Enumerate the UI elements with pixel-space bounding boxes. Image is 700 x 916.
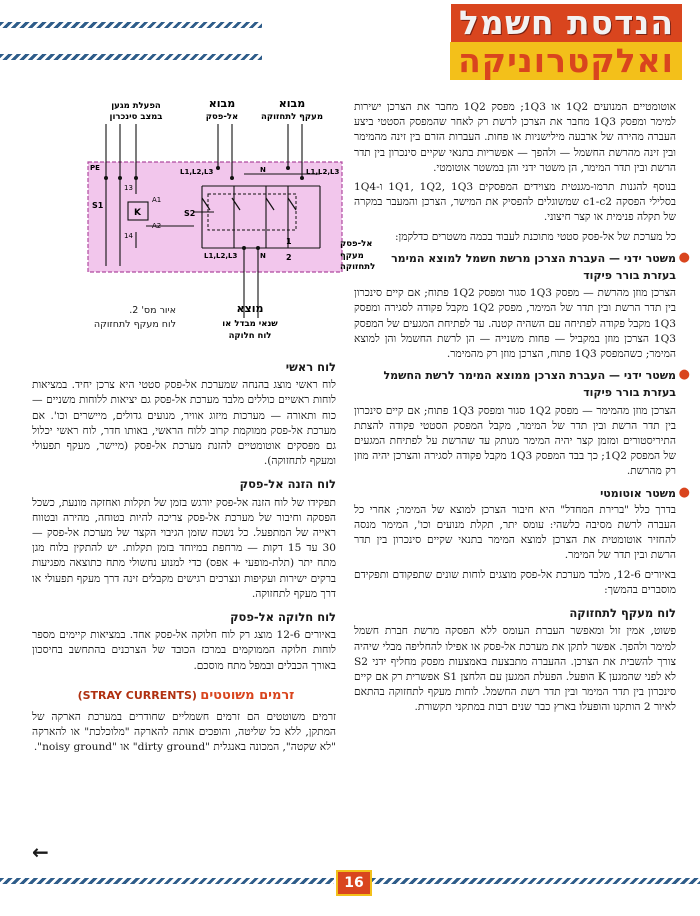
label-bus-2: L1,L2,L3: [306, 168, 340, 176]
label-2: 2: [286, 253, 292, 262]
figure-caption-number: איור מס' 2.: [129, 305, 176, 316]
header-title: [262, 4, 682, 80]
label-a1: A1: [152, 196, 162, 204]
bullet-subheading: בעזרת בורר פיקוד: [583, 386, 676, 400]
bullet-heading: ● משטר אוטומטי: [600, 484, 690, 500]
paragraph: בדרך כלל "ברירת המחדל" היא חיבור הצרכן למוצא של המימר; אחרי כל העברה לרשת מסיבה כלשהי: עומס יתר, תקלת מנועים וכו', המימר מנסה להחזיר אוטומטית את הצרכן למוצא המימר בתנאי שקיים סינכרון בין תדר הרשת ובין תדר של המימר.: [354, 503, 676, 562]
title-line-2: ואלקטרוניקה: [450, 42, 682, 80]
label-bus-1: L1,L2,L3: [180, 168, 214, 176]
label-sync-2: במצב סינכרון: [109, 112, 163, 122]
label-s1: S1: [92, 201, 104, 210]
paragraph: הצרכן מוזן מהמימר — מפסק 1Q2 סגור ומפסק 1Q3 פתוח; אם קיים סינכרון בין תדר הרשת ובין תדר של המימר, מקבל המפסק הסטטי פקודה להצתת התיריסטורים ומזמן קצר יהיה המימר מנותק עד שהרשת על לפתיחת המגעים של המפסק 1Q2; כך בבד המפסק 1Q3 מקבל פקודה לסגירה והצרכן יהיה מוזן רק מהרשת.: [354, 404, 676, 478]
label-13: 13: [124, 184, 133, 192]
label-entry-bypass-2: אל-פסק: [205, 112, 239, 122]
label-entry-bypass-1: מבוא: [208, 97, 236, 110]
label-output-3: לוח חלוקה: [228, 331, 272, 341]
bullet-heading: ● משטר ידני — העברת הצרכן מרשת חשמל למוצא המימר: [391, 249, 690, 265]
paragraph: אוטומטיים המנועים 1Q2 או 1Q3; מפסק 1Q2 מחבר את הצרכן ישירות למימר ומפסק 1Q3 מחבר את הצרכן לרשת רק לאחר שהמפסק הסטטי ביצע העברה מהירה של ארבעה מילישניות או פחות. העברות הזרם בין זינה מהמימר ובין זינה מהרשת החשמל — ולהפך — אפשריות בתנאי שקיים סינכרון בין תדר הרשת ובין תדר המימר, הן משטר ידני והן במשטר אוטומטי.: [354, 101, 677, 174]
label-mode2-1: מעקף: [340, 251, 364, 261]
section-heading: לוח חלוקה אל-פסק: [230, 610, 336, 625]
footer-stripe-left: [0, 878, 334, 884]
paragraph: כל מערכת של אל-פסק סטטי מתוכנת לעבוד בכמה משטרים כדלקמן:: [394, 230, 676, 243]
section-heading: לוח מעקף לתחזוקה: [569, 606, 676, 621]
label-s2: S2: [184, 209, 196, 218]
label-n2: N: [260, 252, 266, 260]
label-mode2-2: לתחזוקה: [340, 262, 376, 272]
label-entry-maint-1: מבוא: [278, 97, 306, 110]
label-k: K: [134, 208, 141, 218]
label-entry-maint-2: מעקף לתחזוקה: [261, 112, 323, 122]
header-stripe-top: [0, 22, 262, 28]
paragraph: הצרכן מוזן מהרשת — מפסק 1Q3 סגור ומפסק 1Q2 פתוח; אם קיים סינכרון בין תדר הרשת ובין תדר של המימר, מפסק 1Q2 מקבל פקודה לסגירה ומפסק 1Q3 מקבל פקודה לפתיחה עם השהיה קטנה. עד לפתיחת המגעים של המפסק 1Q3 הצרכן מוזן במקביל — פחות משנייה — הן לרשת החשמל והן למוצא המימר; כשהמפסק 1Q3 פתוח, הצרכן מוזן רק מהמימר.: [354, 287, 676, 361]
continue-arrow-icon: ←: [32, 840, 49, 864]
paragraph: פשוט, אמין זול ומאפשר העברת העומס ללא הפסקה מרשת חברת חשמל למימר ולהפך. אפשר לתקן את מערכת אל-פסק או אפילו להחליפה מבלי שיהיה צורך להשבית את הצרכן. ההעברה מתבצעת באמצעות מפסק מחליף ידני S2 לא לפני שהמגען K הופעל. הפעלת המגען עם הלחצן S1 אפשרית רק אם קיים סינכרון בין תדר המימר ובין תדר רשת החשמל. לוחות מעקף לתחזוקה בהתאם לאיור 2 הותקנו והופעלו בארץ כבר שנים רבות במתקני תקשורת.: [354, 625, 676, 714]
label-bus-3: L1,L2,L3: [204, 252, 238, 260]
label-output-1: מוצא: [236, 302, 264, 315]
label-output-2: שנאי מבדל או: [222, 319, 278, 329]
bullet-dot-icon: ●: [678, 484, 690, 500]
label-14: 14: [124, 232, 133, 240]
paragraph: בנוסף להגנות תרמו-מגנטית מצוידים המפסקים 1Q1, 1Q2, 1Q3 ו-1Q4 בסלילי הפסקה c1-c2 שמשוגלים להפסיק את המישר, הצרכן והמעבר במקרה של תקלה פנימית או קצר חיצוני.: [354, 181, 676, 224]
label-n1: N: [260, 166, 266, 174]
paragraph: זרמים משוטטים הם זרמים חשמליים שחודרים במערכת הארקה של המתקן, ללא כל שליטה, והופכים אותה להארקה "מלוכלכת" או להארקה "לא שקטה", המכונה באנגלית "dirty ground" או "noisy ground".: [32, 711, 336, 754]
stray-currents-heading: [32, 688, 336, 704]
stray-heading-hebrew: זרמים משוטטים: [200, 687, 295, 703]
left-column: [32, 352, 336, 760]
paragraph: באיורים 12-6, מלבד מערכת אל-פסק מוצגים לוחות שונים שתפקודם ותפקידם מוסברים בהמשך:: [354, 568, 676, 596]
figure-caption: [26, 304, 176, 332]
paragraph: לוח ראשי מוצג בהנחה שמערכת אל-פסק סטטי היא צרכן יחיד. במציאות לוחות ראשיים כוללים מלבד מערכת אל-פסק גם יציאות ללוחות משניים — כוח ותאורה — מערכות מיזוג אוויר, מנועים גדולים, מיישרים וכו'. אם מערכת אל-פסק ממוקמת קרוב ללוח הראשי, באותו חדר, לוח ראשי יכלול גם מפסקים אוטומטיים להזנת מערכת אל-פסק (מיישר, מעקף תפעולי ומעקף לתחזוקה).: [32, 379, 336, 468]
header-stripe-bottom: [0, 54, 262, 60]
bullet-heading: ● משטר ידני — העברת הצרכן ממוצא המימר לרשת החשמל: [383, 367, 690, 383]
title-line-1: הנדסת חשמל: [451, 4, 682, 42]
label-pe: PE: [90, 164, 100, 172]
right-column: [354, 100, 690, 720]
label-sync-1: הפעלת מגען: [111, 101, 161, 111]
stray-heading-english: (STRAY CURRENTS): [77, 688, 197, 702]
label-mode1: אל-פסק: [340, 239, 373, 249]
label-1: 1: [286, 237, 292, 246]
bullet-subheading: בעזרת בורר פיקוד: [583, 269, 676, 283]
page-number: 16: [336, 870, 372, 896]
paragraph: תפקידו של לוח הזנה אל-פסק יורגש בזמן של תקלות ואחזקה מונעת, כשכל הפסקה וחיבור של מערכת אל-פסק צריכה להיות בטוחה, מהירה ובטווח ראייה של המתפעל. כל נשכח שזמן הגיבוי הקצר של מערכת אל-פסק — 30 עד 15 דקות — מרחפת במיוחד בזמן תקלות. יש להתקין בלוח מגן מתח יתר (תלת-מופעי + אפס) כדי למנוע נחשולי מתח כתוצאה מפגיעות ברקים ישירות ועקיפות ונצרכים רגישים מקבלים זינה דרך מעקף תפעולי או דרך מעקף לתחזוקה.: [32, 496, 336, 600]
section-heading: לוח הזנה אל-פסק: [239, 477, 336, 492]
paragraph: באיורים 12-6 מוצג רק לוח חלוקה אל-פסק אחד. במציאות קיימים מספר לוחות חלוקה הממוקמים במרכז הכובד של הצרכנים בהתחשב בחיסכון באורך הכבלים ובמפל מתח מוסכם.: [32, 629, 336, 672]
bullet-dot-icon: ●: [678, 367, 690, 383]
section-heading: לוח ראשי: [285, 360, 336, 374]
figure-caption-title: לוח מעקף לתחזוקה: [93, 319, 176, 330]
bullet-dot-icon: ●: [678, 249, 690, 265]
label-a2: A2: [152, 222, 162, 230]
footer-stripe-right: [372, 878, 700, 884]
